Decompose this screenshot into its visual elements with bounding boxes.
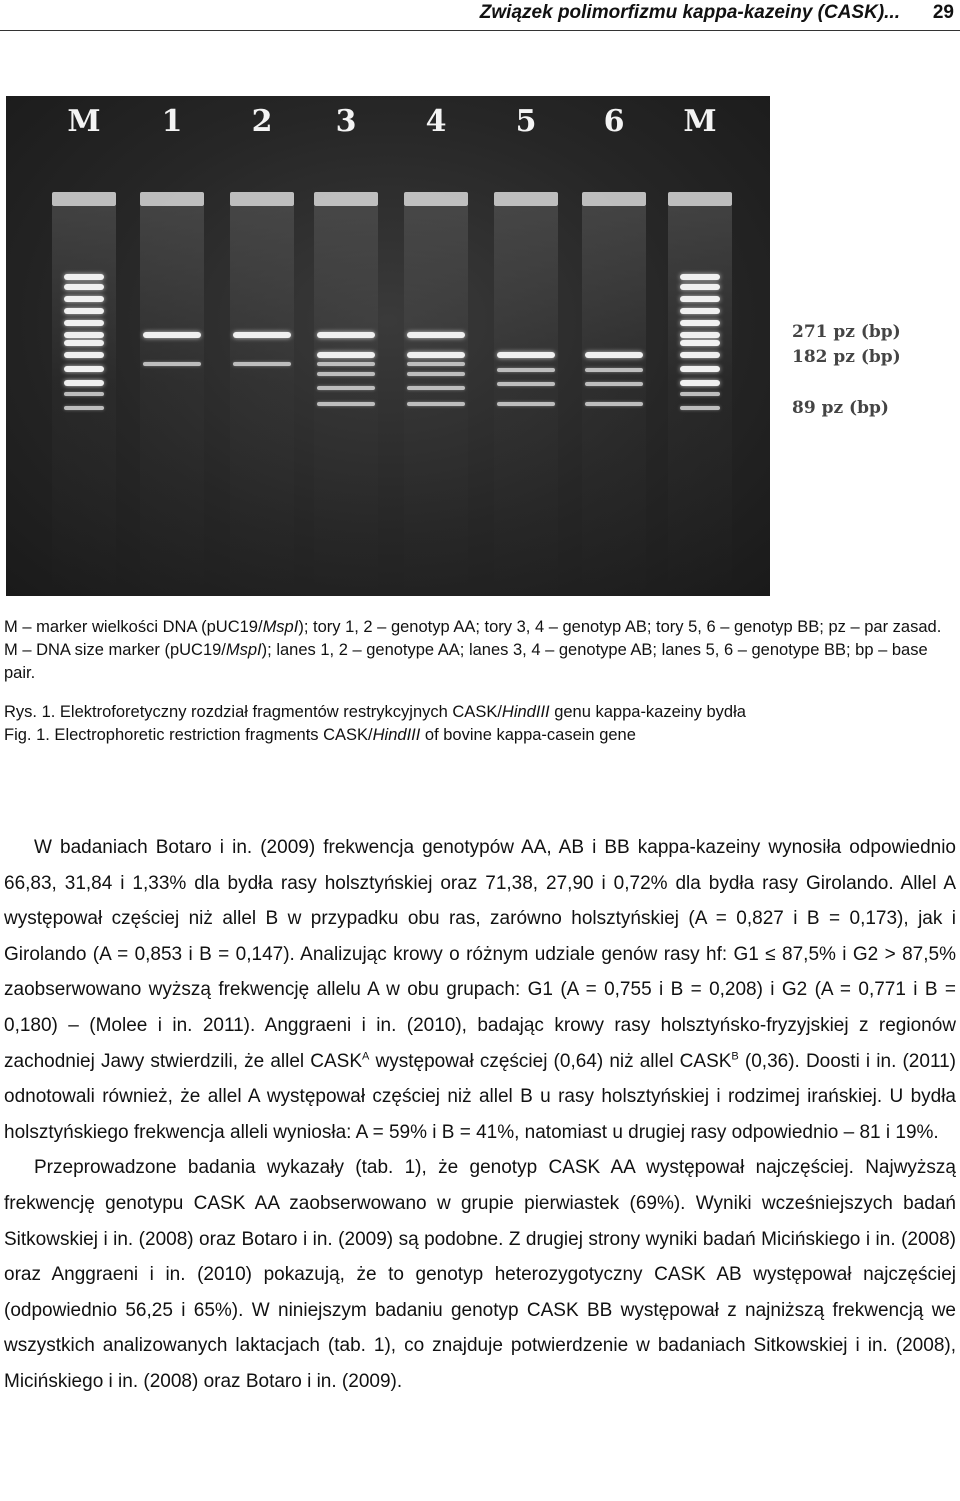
gel-well xyxy=(314,192,378,206)
legend-en-text-2: ); lanes 1, 2 – genotype AA; lanes 3, 4 – genotype AB; lanes 5, 6 – genotype BB; bp – base pair. xyxy=(4,641,928,682)
dna-band xyxy=(585,382,643,386)
lane-label-4: 3 xyxy=(335,104,357,139)
bp-label-182: 182 pz (bp) xyxy=(792,347,901,367)
dna-band xyxy=(680,406,720,410)
dna-band xyxy=(64,308,104,314)
legend-pl-text-2: ); tory 1, 2 – genotyp AA; tory 3, 4 – genotyp AB; tory 5, 6 – genotyp BB; pz – par zasad. xyxy=(298,618,942,636)
dna-band xyxy=(497,382,555,386)
gel-well xyxy=(52,192,116,206)
paragraph-2: Przeprowadzone badania wykazały (tab. 1), że genotyp CASK AA występował najczęściej. Najwyższą frekwencję genotypu CASK AA zaobserwowano w grupie pierwiastek (69%). Wyniki wcześniejszych badań Sitkowskiej i in. (2008) oraz Botaro i in. (2009) są podobne. Z drugiej strony wyniki badań Micińskiego i in. (2008) oraz Anggraeni i in. (2010) pokazują, że to genotyp heterozygotyczny CASK AB występował najczęściej (odpowiednio 56,25 i 65%). W niniejszym badaniu genotyp CASK BB występował z najniższą frekwencją we wszystkich analizowanych laktacjach (tab. 1), co znajduje potwierdzenie w badaniach Sitkowskiej i in. (2008), Micińskiego i in. (2008) oraz Botaro i in. (2009). xyxy=(4,1157,956,1392)
lane-label-1: M xyxy=(67,104,101,139)
page-number: 29 xyxy=(932,2,954,23)
lane-smear xyxy=(314,206,378,596)
dna-band xyxy=(585,368,643,372)
dna-band xyxy=(317,386,375,390)
paragraph-1-text-2: występował częściej (0,64) niż allel CASK xyxy=(369,1050,732,1072)
dna-band xyxy=(64,366,104,372)
paragraph-1 xyxy=(4,830,956,1150)
lane-smear xyxy=(404,206,468,596)
dna-band xyxy=(407,332,465,338)
paragraph-1-text-3: (0,36). Doosti i in. (2011) odnotowali również, że allel A występował częściej niż allel B u rasy holsztyńskiej i rodzimej irańskiej. U bydła holsztyńskiego frekwencja alleli wyniosła: A = 59% i B = 41%, natomiast u drugiej rasy odpowiednio – 81 i 19%. xyxy=(4,1050,956,1143)
dna-band xyxy=(680,352,720,358)
gel-figure xyxy=(4,70,956,600)
dna-band xyxy=(317,372,375,376)
bp-label-271: 271 pz (bp) xyxy=(792,322,901,342)
lane-label-3: 2 xyxy=(251,104,273,139)
gel-well xyxy=(582,192,646,206)
legend-polish xyxy=(4,616,956,639)
gel-electrophoresis-image xyxy=(6,96,770,596)
dna-band xyxy=(585,352,643,358)
lane-smear xyxy=(230,206,294,596)
dna-band xyxy=(64,380,104,386)
dna-band xyxy=(497,368,555,372)
lane-smear xyxy=(582,206,646,596)
dna-band xyxy=(233,362,291,366)
allele-superscript-a: A xyxy=(362,1050,370,1063)
lane-label-6: 5 xyxy=(515,104,537,139)
page-header xyxy=(0,0,960,31)
lane-smear xyxy=(494,206,558,596)
dna-band xyxy=(680,392,720,396)
bp-label-89: 89 pz (bp) xyxy=(792,398,889,418)
dna-band xyxy=(317,352,375,358)
dna-band xyxy=(407,362,465,366)
dna-band xyxy=(64,332,104,338)
gel-well xyxy=(494,192,558,206)
dna-band xyxy=(585,402,643,406)
lane-smear xyxy=(52,206,116,596)
gel-well xyxy=(230,192,294,206)
dna-band xyxy=(143,332,201,338)
dna-band xyxy=(143,362,201,366)
lane-label-8: M xyxy=(683,104,717,139)
lane-label-7: 6 xyxy=(603,104,625,139)
rys-enzyme: HindIII xyxy=(501,703,550,721)
dna-band xyxy=(680,296,720,302)
running-title: Związek polimorfizmu kappa-kazeiny (CASK)... xyxy=(479,2,900,23)
dna-band xyxy=(680,308,720,314)
dna-band xyxy=(64,406,104,410)
gel-well xyxy=(668,192,732,206)
dna-band xyxy=(680,380,720,386)
dna-band xyxy=(64,320,104,326)
dna-band xyxy=(64,392,104,396)
dna-band xyxy=(317,332,375,338)
legend-pl-text: M – marker wielkości DNA (pUC19/ xyxy=(4,618,263,636)
allele-superscript-b: B xyxy=(731,1050,739,1063)
dna-band xyxy=(64,296,104,302)
dna-band xyxy=(64,284,104,290)
fig-enzyme: HindIII xyxy=(372,726,421,744)
legend-pl-enzyme: MspI xyxy=(262,618,299,636)
dna-band xyxy=(64,274,104,280)
dna-band xyxy=(407,352,465,358)
dna-band xyxy=(680,284,720,290)
dna-band xyxy=(64,352,104,358)
lane-label-5: 4 xyxy=(425,104,447,139)
dna-band xyxy=(64,340,104,346)
legend-en-enzyme: MspI xyxy=(225,641,262,659)
dna-band xyxy=(680,340,720,346)
dna-band xyxy=(407,402,465,406)
dna-band xyxy=(680,274,720,280)
lane-smear xyxy=(140,206,204,596)
dna-band xyxy=(317,362,375,366)
rys-text: Rys. 1. Elektroforetyczny rozdział fragmentów restrykcyjnych CASK/ xyxy=(4,703,502,721)
body-text xyxy=(4,830,956,1400)
dna-band xyxy=(680,332,720,338)
dna-band xyxy=(497,352,555,358)
paragraph-1-text: W badaniach Botaro i in. (2009) frekwencja genotypów AA, AB i BB kappa-kazeiny wynosiła odpowiednio 66,83, 31,84 i 1,33% dla bydła rasy holsztyńskiej oraz 71,38, 27,90 i 0,72% dla bydła rasy Girolando. Allel A występował częściej niż allel B w przypadku obu ras, zarówno holsztyńskiej (A = 0,827 i B = 0,173), jak i Girolando (A = 0,853 i B = 0,147). Analizując krowy o różnym udziale genów rasy hf: G1 ≤ 87,5% i G2 > 87,5% zaobserwowano wyższą frekwencję allelu A w obu grupach: G1 (A = 0,755 i B = 0,208) i G2 (A = 0,771 i B = 0,180) – (Molee i in. 2011). Anggraeni i in. (2010), badając krowy rasy holsztyńsko-fryzyjskiej z regionów zachodniej Jawy stwierdzili, że allel CASK xyxy=(4,837,956,1072)
lane-smear xyxy=(668,206,732,596)
legend-english xyxy=(4,639,956,685)
legend-en-text: M – DNA size marker (pUC19/ xyxy=(4,641,226,659)
gel-well xyxy=(404,192,468,206)
dna-band xyxy=(407,386,465,390)
gel-well xyxy=(140,192,204,206)
dna-band xyxy=(680,320,720,326)
fig-text: Fig. 1. Electrophoretic restriction fragments CASK/ xyxy=(4,726,373,744)
dna-band xyxy=(497,402,555,406)
rys-text-2: genu kappa-kazeiny bydła xyxy=(549,703,746,721)
dna-band xyxy=(233,332,291,338)
dna-band xyxy=(407,372,465,376)
figure-caption xyxy=(4,616,956,747)
figure-title-english xyxy=(4,724,956,747)
figure-title-polish xyxy=(4,701,956,724)
dna-band xyxy=(317,402,375,406)
dna-band xyxy=(680,366,720,372)
lane-label-2: 1 xyxy=(161,104,183,139)
fig-text-2: of bovine kappa-casein gene xyxy=(420,726,636,744)
